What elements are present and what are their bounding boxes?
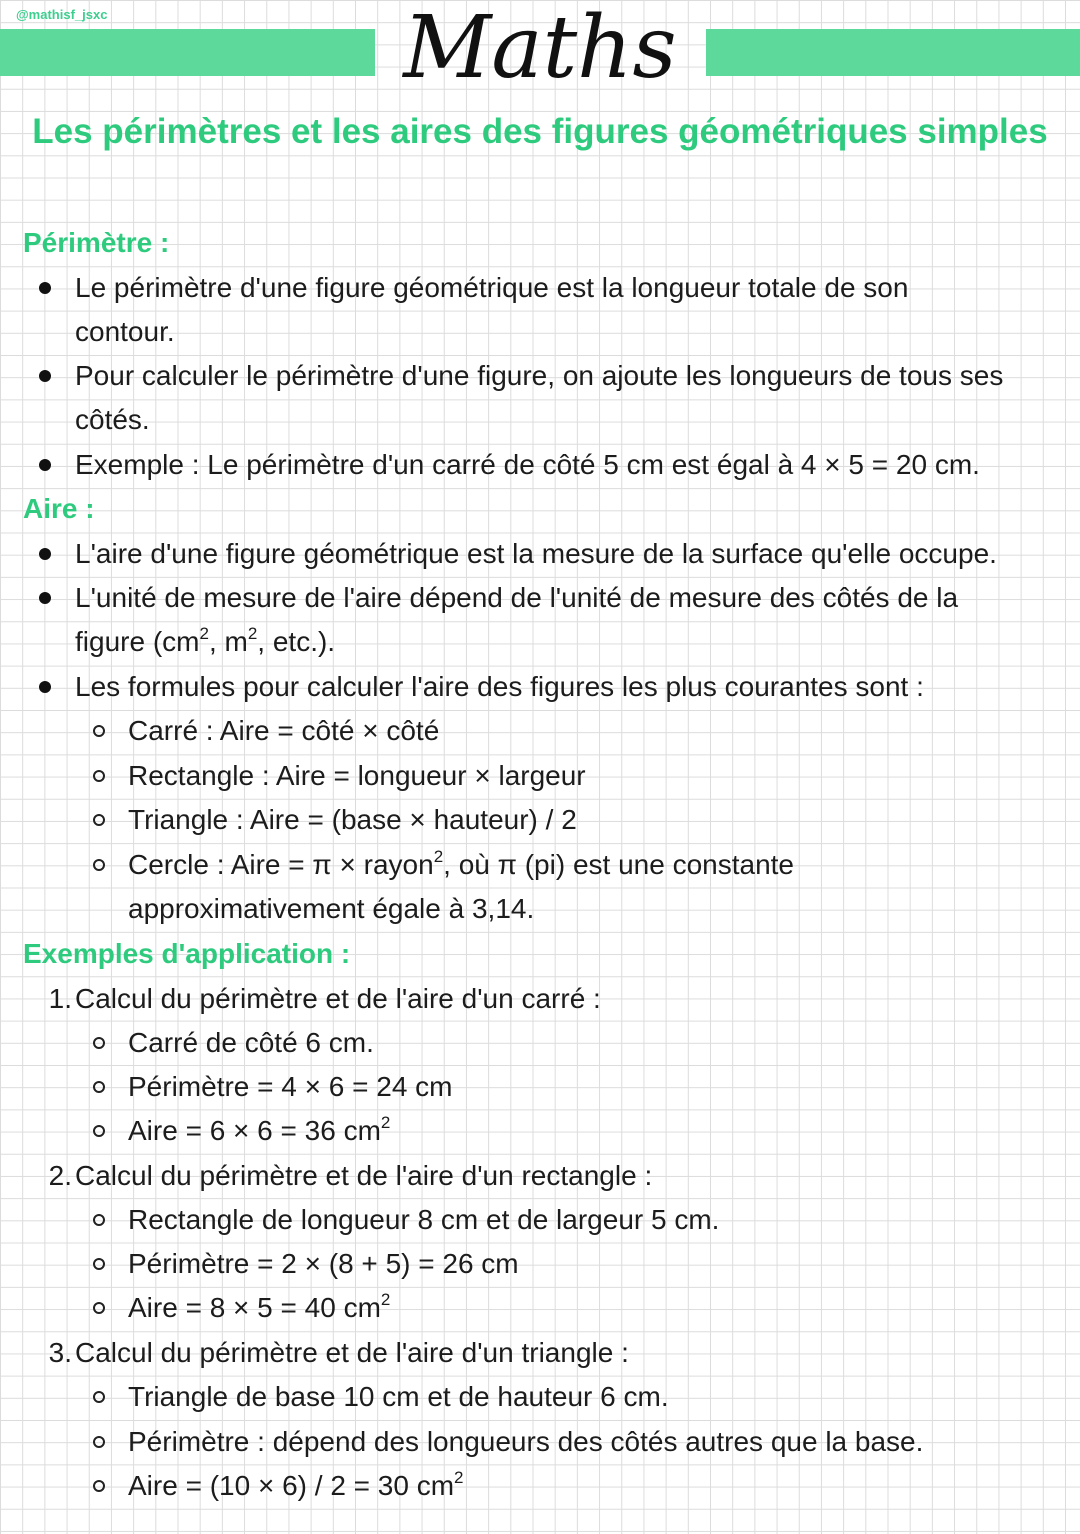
sub-bullet-icon [93,1391,105,1403]
author-handle: @mathisf_jsxc [16,7,108,22]
bullet-icon [39,681,51,693]
sub-bullet-icon [93,770,105,782]
perimetre-definition-line2: contour. [75,316,175,347]
aire-unit-line1: L'unité de mesure de l'aire dépend de l'unité de mesure des côtés de la [75,582,959,613]
aire-formulas-intro: Les formules pour calculer l'aire des figures les plus courantes sont : [75,671,924,702]
example-number: 2. [48,1160,72,1191]
example-number: 3. [48,1337,72,1368]
formula-triangle: Triangle : Aire = (base × hauteur) / 2 [128,804,577,835]
example-step: Aire = 8 × 5 = 40 $cm^2$ [128,1290,391,1323]
sub-bullet-icon [93,859,105,871]
sub-bullet-icon [93,1436,105,1448]
section-heading-perimetre: Périmètre : [23,227,170,258]
sub-bullet-icon [93,1302,105,1314]
bullet-icon [39,370,51,382]
sub-bullet-icon [93,814,105,826]
example-title: Calcul du périmètre et de l'aire d'un triangle : [75,1337,629,1368]
bullet-icon [39,592,51,604]
perimetre-definition-line1: Le périmètre d'une figure géométrique est la longueur totale de son [75,272,909,303]
example-step: Périmètre = 2 × (8 + 5) = 26 cm [128,1248,519,1279]
section-heading-exemples: Exemples d'application : [23,938,351,969]
bullet-icon [39,282,51,294]
sub-bullet-icon [93,1125,105,1137]
example-step: Aire = (10 × 6) / 2 = 30 $cm^2$ [128,1468,464,1501]
sub-bullet-icon [93,1258,105,1270]
sub-bullet-icon [93,725,105,737]
example-step: Aire = 6 × 6 = 36 $cm^2$ [128,1113,391,1146]
bullet-icon [39,459,51,471]
formula-rectangle: Rectangle : Aire = longueur × largeur [128,760,586,791]
perimetre-example: Exemple : Le périmètre d'un carré de côté 5 cm est égal à 4 × 5 = 20 cm. [75,449,980,480]
aire-unit-line2: figure ($cm^2$, $m^2$, etc.). [75,624,336,657]
example-title: Calcul du périmètre et de l'aire d'un rectangle : [75,1160,653,1191]
example-step: Rectangle de longueur 8 cm et de largeur 5 cm. [128,1204,720,1235]
bullet-icon [39,548,51,560]
page-subtitle: Les périmètres et les aires des figures géométriques simples [32,112,1048,151]
section-heading-aire: Aire : [23,493,95,524]
example-number: 1. [48,983,72,1014]
perimetre-method-line1: Pour calculer le périmètre d'une figure, on ajoute les longueurs de tous ses [75,360,1004,391]
sub-bullet-icon [93,1214,105,1226]
page-title: Maths [403,0,677,98]
formula-cercle-line1: Cercle : Aire = π × rayon$^2$, où π (pi) est une constante [128,847,795,880]
formula-cercle-line2: approximativement égale à 3,14. [128,893,535,924]
example-step: Carré de côté 6 cm. [128,1027,374,1058]
sub-bullet-icon [93,1480,105,1492]
aire-definition: L'aire d'une figure géométrique est la mesure de la surface qu'elle occupe. [75,538,997,569]
sub-bullet-icon [93,1037,105,1049]
example-step: Périmètre : dépend des longueurs des côtés autres que la base. [128,1426,924,1457]
sub-bullet-icon [93,1081,105,1093]
formula-carre: Carré : Aire = côté × côté [128,715,440,746]
example-step: Périmètre = 4 × 6 = 24 cm [128,1071,453,1102]
example-title: Calcul du périmètre et de l'aire d'un carré : [75,983,601,1014]
example-step: Triangle de base 10 cm et de hauteur 6 cm. [128,1381,669,1412]
perimetre-method-line2: côtés. [75,404,150,435]
